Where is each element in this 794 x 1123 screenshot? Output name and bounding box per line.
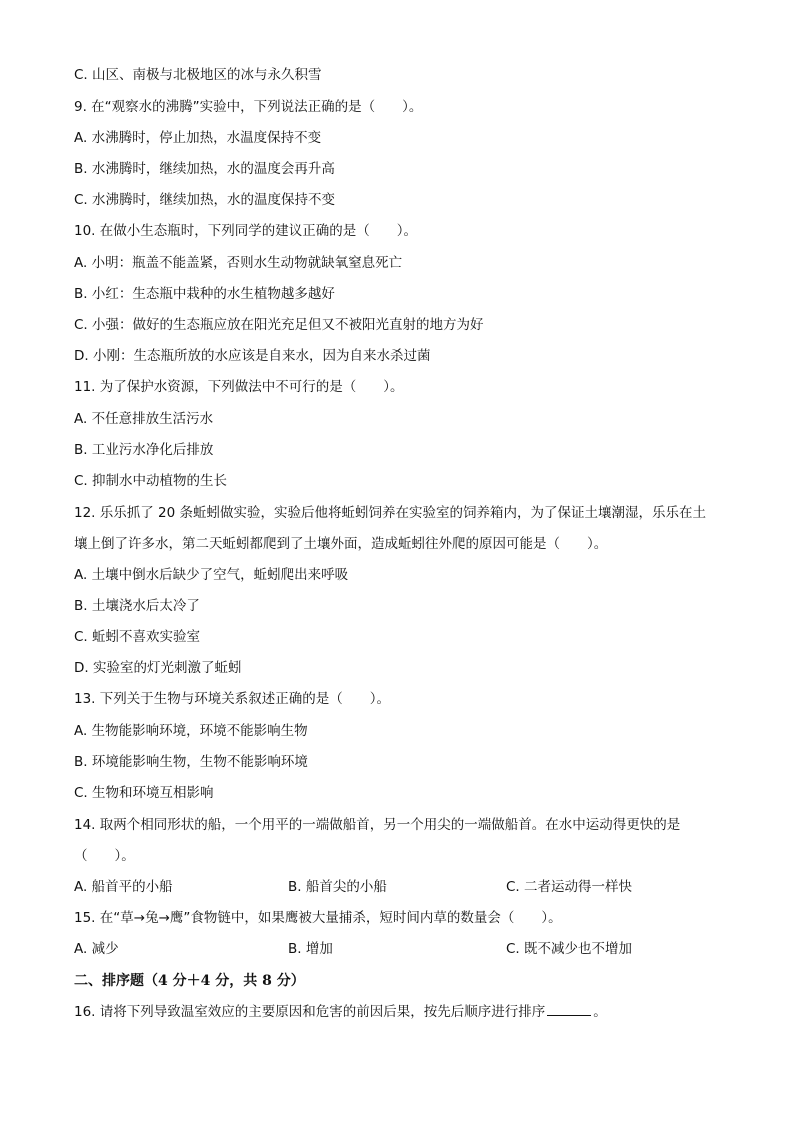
question-9: 9. 在“观察水的沸腾”实验中，下列说法正确的是（ ）。 — [74, 99, 423, 115]
question-12-line-2: 壤上倒了许多水，第二天蚯蚓都爬到了土壤外面，造成蚯蚓往外爬的原因可能是（ ）。 — [74, 536, 608, 552]
q11-option-c: C. 抑制水中动植物的生长 — [74, 473, 228, 489]
q15-option-a: A. 减少 — [74, 941, 119, 957]
question-12-line-1: 12. 乐乐抓了 20 条蚯蚓做实验，实验后他将蚯蚓饲养在实验室的饲养箱内，为了保证土壤潮湿，乐乐在土 — [74, 505, 707, 521]
q14-option-a: A. 船首平的小船 — [74, 879, 173, 895]
question-13: 13. 下列关于生物与环境关系叙述正确的是（ ）。 — [74, 691, 391, 707]
question-14-line-1: 14. 取两个相同形状的船，一个用平的一端做船首，另一个用尖的一端做船首。在水中运动得更快的是 — [74, 817, 681, 833]
q10-option-a: A. 小明：瓶盖不能盖紧，否则水生动物就缺氧窒息死亡 — [74, 255, 403, 271]
q16-end: 。 — [593, 1004, 607, 1020]
q12-option-d: D. 实验室的灯光刺激了蚯蚓 — [74, 660, 242, 676]
q11-option-b: B. 工业污水净化后排放 — [74, 442, 214, 458]
q12-option-c: C. 蚯蚓不喜欢实验室 — [74, 629, 201, 645]
q8-option-c: C. 山区、南极与北极地区的冰与永久积雪 — [74, 67, 322, 83]
q12-option-b: B. 土壤浇水后太冷了 — [74, 598, 200, 614]
q14-option-c: C. 二者运动得一样快 — [506, 879, 633, 895]
q13-option-c: C. 生物和环境互相影响 — [74, 785, 214, 801]
question-11: 11. 为了保护水资源，下列做法中不可行的是（ ）。 — [74, 379, 404, 395]
section-2-heading: 二、排序题（4 分＋4 分，共 8 分） — [74, 973, 305, 989]
q16-answer-blank[interactable] — [547, 1003, 591, 1016]
question-10: 10. 在做小生态瓶时，下列同学的建议正确的是（ ）。 — [74, 223, 418, 239]
q15-option-c: C. 既不减少也不增加 — [506, 941, 633, 957]
q16-text: 16. 请将下列导致温室效应的主要原因和危害的前因后果，按先后顺序进行排序 — [74, 1004, 546, 1020]
q14-option-b: B. 船首尖的小船 — [288, 879, 387, 895]
q10-option-c: C. 小强：做好的生态瓶应放在阳光充足但又不被阳光直射的地方为好 — [74, 317, 484, 333]
q13-option-b: B. 环境能影响生物，生物不能影响环境 — [74, 754, 308, 770]
q10-option-d: D. 小刚：生态瓶所放的水应该是自来水，因为自来水杀过菌 — [74, 348, 431, 364]
q15-option-b: B. 增加 — [288, 941, 333, 957]
question-15: 15. 在“草→兔→鹰”食物链中，如果鹰被大量捕杀，短时间内草的数量会（ ）。 — [74, 910, 562, 926]
q9-option-b: B. 水沸腾时，继续加热，水的温度会再升高 — [74, 161, 335, 177]
q12-option-a: A. 土壤中倒水后缺少了空气，蚯蚓爬出来呼吸 — [74, 567, 349, 583]
q13-option-a: A. 生物能影响环境，环境不能影响生物 — [74, 723, 308, 739]
question-14-line-2: （ ）。 — [74, 848, 135, 864]
q9-option-a: A. 水沸腾时，停止加热，水温度保持不变 — [74, 130, 322, 146]
question-16 — [74, 1003, 607, 1021]
q10-option-b: B. 小红：生态瓶中栽种的水生植物越多越好 — [74, 286, 335, 302]
q9-option-c: C. 水沸腾时，继续加热，水的温度保持不变 — [74, 192, 336, 208]
q11-option-a: A. 不任意排放生活污水 — [74, 411, 214, 427]
